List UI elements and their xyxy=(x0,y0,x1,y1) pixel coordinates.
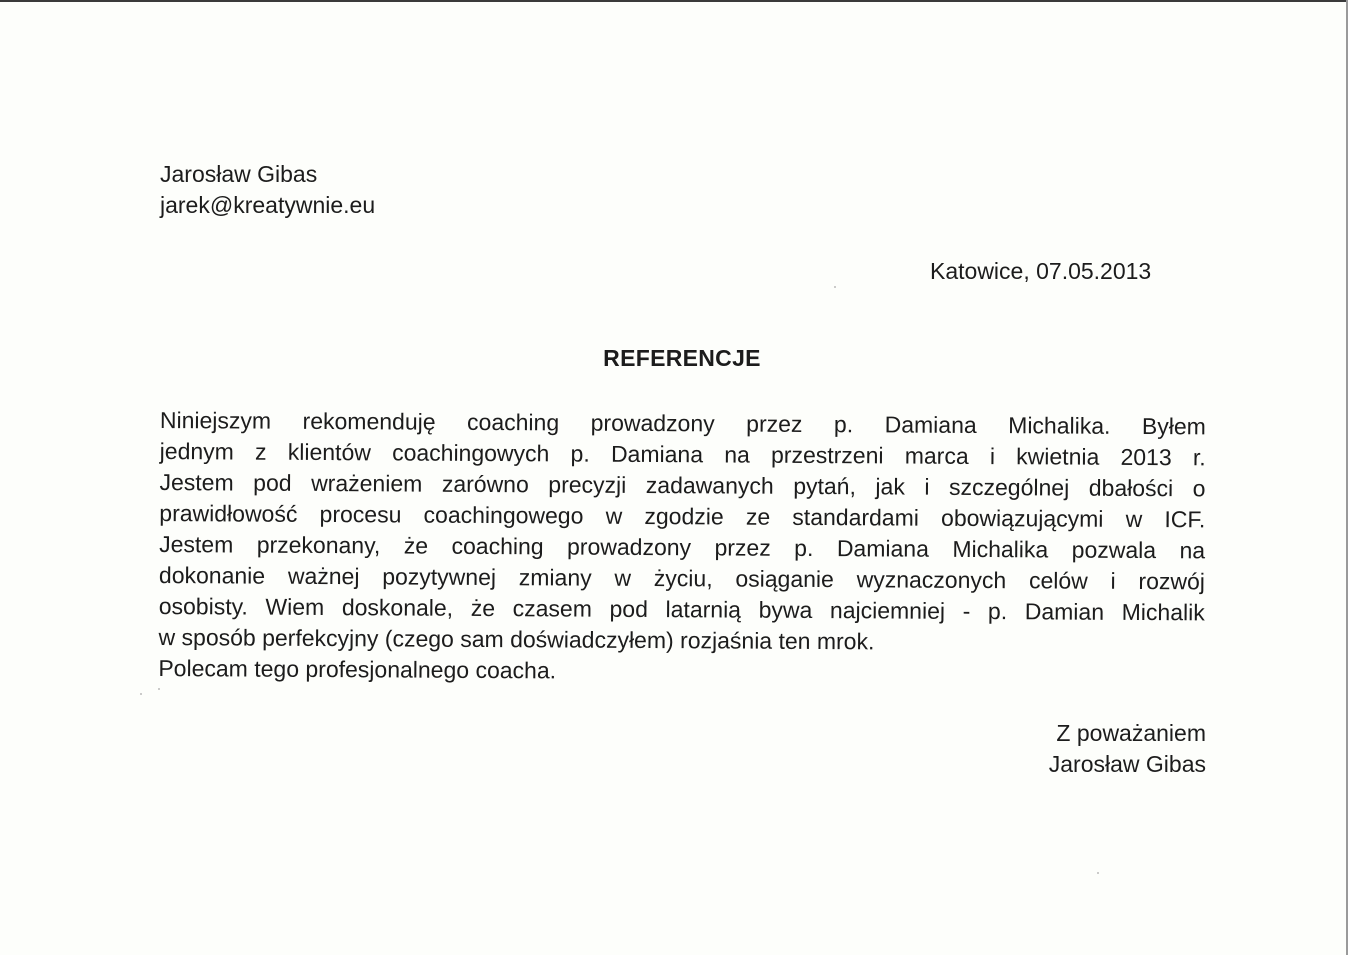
scan-speck xyxy=(140,693,142,695)
body-line: dokonanie ważnej pozytywnej zmiany w życiu, osiąganie wyznaczonych celów i rozwój xyxy=(158,561,1206,595)
body-line: Polecam tego profesjonalnego coacha. xyxy=(158,654,557,684)
letter-body xyxy=(158,405,1206,690)
letter-date: Katowice, 07.05.2013 xyxy=(930,258,1152,284)
body-line: prawidłowość procesu coachingowego w zgodzie ze standardami obowiązującymi w ICF. xyxy=(159,499,1206,533)
scan-speck xyxy=(1097,872,1099,874)
body-line: jednym z klientów coachingowych p. Damiana na przestrzeni marca i kwietnia 2013 r. xyxy=(159,437,1206,471)
body-line: Jestem przekonany, że coaching prowadzony przez p. Damiana Michalika pozwala na xyxy=(159,530,1206,564)
scan-speck xyxy=(834,286,836,288)
sender-block xyxy=(160,159,375,221)
sender-email: jarek@kreatywnie.eu xyxy=(160,192,376,218)
body-line: osobisty. Wiem doskonale, że czasem pod latarnią bywa najciemniej - p. Damian Michalik xyxy=(158,592,1205,626)
scan-edge-top xyxy=(0,0,1348,2)
closing-salutation: Z poważaniem xyxy=(1056,720,1206,746)
closing-block xyxy=(1049,718,1206,780)
letter-title: REFERENCJE xyxy=(603,345,761,371)
sender-name: Jarosław Gibas xyxy=(160,161,318,187)
body-line: Jestem pod wrażeniem zarówno precyzji zadawanych pytań, jak i szczególnej dbałości o xyxy=(159,468,1206,502)
signature-name: Jarosław Gibas xyxy=(1048,751,1206,777)
body-line: Niniejszym rekomenduję coaching prowadzony przez p. Damiana Michalika. Byłem xyxy=(159,406,1206,440)
scan-speck xyxy=(158,688,160,690)
body-line: w sposób perfekcyjny (czego sam doświadczyłem) rozjaśnia ten mrok. xyxy=(158,623,875,655)
